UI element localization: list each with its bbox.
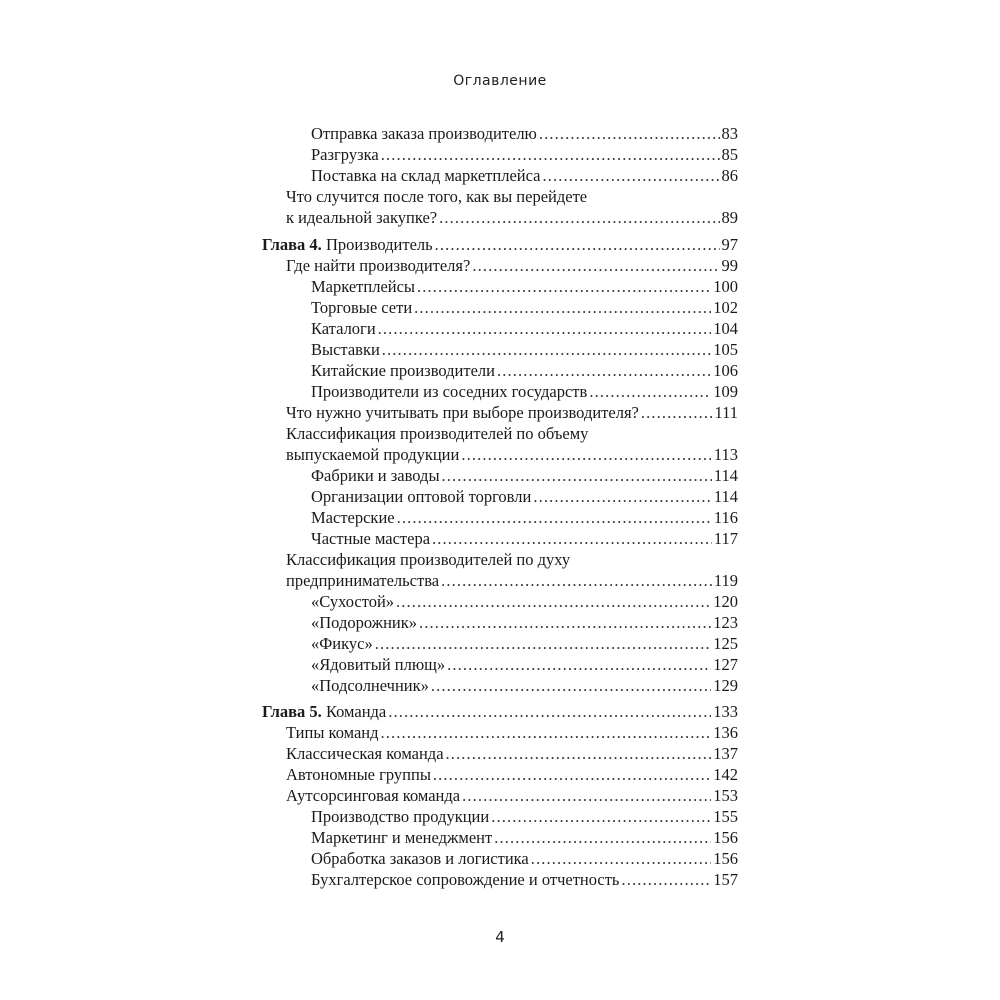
- toc-entry: [286, 445, 738, 465]
- toc-chapter: [262, 702, 738, 722]
- toc-entry-title: Каталоги: [311, 319, 376, 338]
- page-number: 4: [495, 928, 505, 946]
- leader-dots: [375, 634, 712, 654]
- toc-entry-page: 133: [713, 702, 738, 721]
- leader-dots: [497, 361, 711, 381]
- toc-entry-title: Мастерские: [311, 508, 395, 527]
- toc-entry-page: 120: [713, 592, 738, 611]
- toc-entry-title: Типы команд: [286, 723, 379, 742]
- toc-entry-page: 85: [721, 145, 738, 164]
- toc-entry-page: 119: [713, 571, 738, 590]
- toc-entry-title: Где найти производителя?: [286, 256, 471, 275]
- toc-entry-title: Команда: [325, 702, 387, 721]
- leader-dots: [439, 208, 719, 228]
- toc-entry: [311, 298, 738, 318]
- toc-entry-page: 113: [713, 445, 738, 464]
- toc-entry: [286, 256, 738, 276]
- toc-entry-page: 136: [713, 723, 738, 742]
- leader-dots: [446, 744, 712, 764]
- toc-entry: [286, 765, 738, 785]
- toc-entry-page: 156: [713, 828, 738, 847]
- toc-entry-title: Выставки: [311, 340, 380, 359]
- toc-entry: [311, 340, 738, 360]
- toc-entry: [311, 145, 738, 165]
- leader-dots: [433, 765, 711, 785]
- toc-entry-title: Классификация производителей по духу: [286, 550, 571, 569]
- toc-entry-title: Китайские производители: [311, 361, 495, 380]
- toc-entry-page: 99: [721, 256, 738, 275]
- toc-entry: [311, 828, 738, 848]
- leader-dots: [381, 145, 720, 165]
- toc-entry: [286, 744, 738, 764]
- toc-entry: [311, 277, 738, 297]
- toc-entry: [311, 508, 738, 528]
- toc-entry-title: Что случится после того, как вы перейдете: [286, 187, 588, 206]
- toc-entry: [311, 613, 738, 633]
- leader-dots: [396, 592, 711, 612]
- toc-entry-title: Фабрики и заводы: [311, 466, 440, 485]
- toc-entry: [311, 529, 738, 549]
- toc-entry-title: Что нужно учитывать при выборе производителя?: [286, 403, 639, 422]
- toc-entry-page: 114: [713, 487, 738, 506]
- leader-dots: [491, 807, 711, 827]
- toc-entry-page: 129: [713, 676, 738, 695]
- toc-entry-title: Отправка заказа производителю: [311, 124, 537, 143]
- toc-entry-title: Производство продукции: [311, 807, 490, 826]
- leader-dots: [531, 849, 712, 869]
- leader-dots: [447, 655, 711, 675]
- toc-entry: [286, 187, 738, 207]
- leader-dots: [388, 702, 711, 722]
- toc-entry-title: Автономные группы: [286, 765, 431, 784]
- toc-entry-page: 100: [713, 277, 738, 296]
- toc-entry-page: 105: [713, 340, 738, 359]
- toc-entry: [286, 786, 738, 806]
- toc-entry-page: 89: [721, 208, 738, 227]
- toc-entry: [286, 571, 738, 591]
- toc-entry-page: 123: [713, 613, 738, 632]
- toc-entry-title: Классическая команда: [286, 744, 444, 763]
- toc-entry: [311, 124, 738, 144]
- toc-chapter: [262, 235, 738, 255]
- toc-entry-page: 106: [713, 361, 738, 380]
- toc-entry-title: Производители из соседних государств: [311, 382, 588, 401]
- toc-entry: [311, 319, 738, 339]
- leader-dots: [431, 676, 711, 696]
- leader-dots: [419, 613, 711, 633]
- toc-entry-page: 157: [713, 870, 738, 889]
- toc-entry-page: 104: [713, 319, 738, 338]
- leader-dots: [641, 403, 713, 423]
- toc-entry-title: выпускаемой продукции: [286, 445, 460, 464]
- toc-entry-title: Бухгалтерское сопровождение и отчетность: [311, 870, 620, 889]
- toc-entry: [311, 849, 738, 869]
- toc-entry: [311, 382, 738, 402]
- toc-entry-title: Классификация производителей по объему: [286, 424, 589, 443]
- leader-dots: [621, 870, 711, 890]
- toc-entry-page: 86: [721, 166, 738, 185]
- toc-entry: [286, 723, 738, 743]
- toc-entry-page: 137: [713, 744, 738, 763]
- toc-entry: [311, 655, 738, 675]
- toc-entry-title: Торговые сети: [311, 298, 413, 317]
- leader-dots: [472, 256, 719, 276]
- leader-dots: [462, 786, 711, 806]
- toc-entry-title: предпринимательства: [286, 571, 440, 590]
- toc-entry-title: Маркетинг и менеджмент: [311, 828, 493, 847]
- toc-entry-title: Разгрузка: [311, 145, 379, 164]
- leader-dots: [589, 382, 711, 402]
- leader-dots: [533, 487, 712, 507]
- toc-entry-page: 155: [713, 807, 738, 826]
- toc-entry: [286, 424, 738, 444]
- toc-entry-title: «Подорожник»: [311, 613, 418, 632]
- toc-entry: [311, 487, 738, 507]
- leader-dots: [414, 298, 711, 318]
- toc-entry-title: Производитель: [325, 235, 433, 254]
- toc-entry-title: «Подсолнечник»: [311, 676, 429, 695]
- chapter-label: Глава 4.: [262, 235, 322, 254]
- running-header: Оглавление: [453, 73, 547, 89]
- leader-dots: [397, 508, 712, 528]
- toc-entry-title: Обработка заказов и логистика: [311, 849, 529, 868]
- toc-entry-page: 109: [713, 382, 738, 401]
- toc-entry: [286, 208, 738, 228]
- toc-entry-title: Поставка на склад маркетплейса: [311, 166, 541, 185]
- chapter-label: Глава 5.: [262, 702, 322, 721]
- leader-dots: [539, 124, 720, 144]
- toc-entry-title: Частные мастера: [311, 529, 431, 548]
- toc-entry-title: Аутсорсинговая команда: [286, 786, 461, 805]
- toc-entry: [311, 592, 738, 612]
- leader-dots: [378, 319, 712, 339]
- toc-entry-page: 127: [713, 655, 738, 674]
- leader-dots: [461, 445, 712, 465]
- toc-entry-page: 116: [713, 508, 738, 527]
- toc-entry: [286, 403, 738, 423]
- toc-entry-page: 142: [713, 765, 738, 784]
- leader-dots: [432, 529, 712, 549]
- toc-entry: [286, 550, 738, 570]
- toc-entry-title: «Ядовитый плющ»: [311, 655, 446, 674]
- leader-dots: [442, 466, 712, 486]
- toc-entry: [311, 870, 738, 890]
- toc-entry-page: 102: [713, 298, 738, 317]
- leader-dots: [435, 235, 720, 255]
- leader-dots: [542, 166, 719, 186]
- toc-entry: [311, 676, 738, 696]
- toc-entry: [311, 361, 738, 381]
- toc-entry-title: к идеальной закупке?: [286, 208, 438, 227]
- toc-entry-title: Организации оптовой торговли: [311, 487, 532, 506]
- leader-dots: [441, 571, 712, 591]
- toc-entry-page: 125: [713, 634, 738, 653]
- toc-entry-page: 83: [721, 124, 738, 143]
- toc-entry: [311, 466, 738, 486]
- toc-entry-title: Маркетплейсы: [311, 277, 416, 296]
- toc-entry-page: 111: [714, 403, 738, 422]
- toc-entry-title: «Сухостой»: [311, 592, 395, 611]
- toc-entry-page: 97: [721, 235, 738, 254]
- leader-dots: [494, 828, 711, 848]
- leader-dots: [417, 277, 711, 297]
- toc-entry-page: 156: [713, 849, 738, 868]
- toc-entry-page: 114: [713, 466, 738, 485]
- toc-entry: [311, 807, 738, 827]
- toc-entry-page: 153: [713, 786, 738, 805]
- toc-entry-title: «Фикус»: [311, 634, 373, 653]
- toc-entry: [311, 634, 738, 654]
- leader-dots: [381, 723, 712, 743]
- toc-entry-page: 117: [713, 529, 738, 548]
- leader-dots: [382, 340, 711, 360]
- toc-entry: [311, 166, 738, 186]
